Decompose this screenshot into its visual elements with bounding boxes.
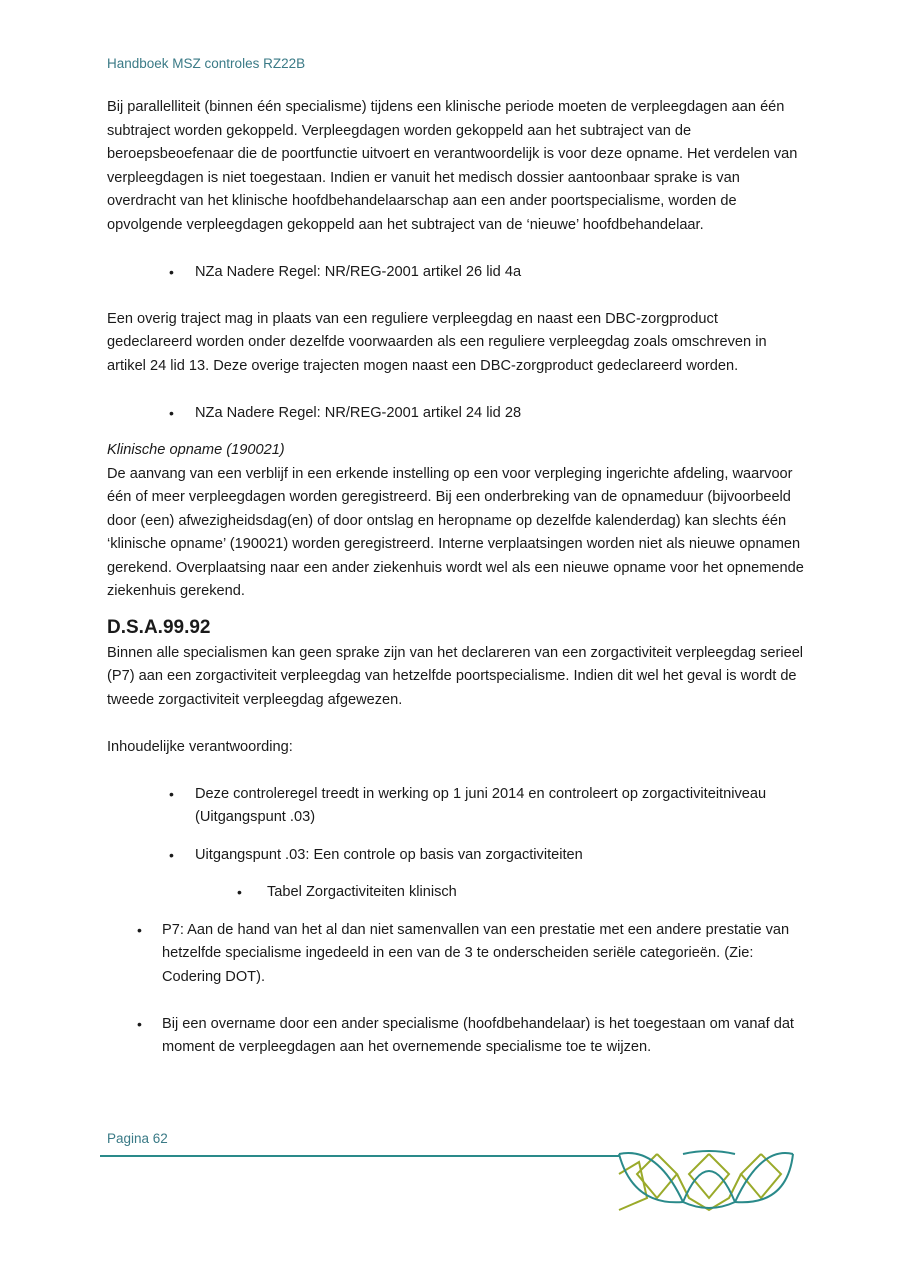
bullet-icon: • [169, 785, 174, 802]
page-number: Pagina 62 [107, 1131, 168, 1146]
bullet-icon: • [169, 404, 174, 421]
bullet-icon: • [237, 884, 242, 900]
list-item [107, 881, 807, 905]
paragraph-verantwoording: Inhoudelijke verantwoording: [107, 738, 293, 755]
list-item-text: P7: Aan de hand van het al dan niet samenvallen van een prestatie met een andere prestatie van hetzelfde specialisme ingedeeld in een van de 3 te onderscheiden seriële categorieën. (Zie: Codering DOT). [162, 921, 790, 985]
list-item-text: Deze controleregel treedt in werking op 1 juni 2014 en controleert op zorgactiviteitniveau (Uitgangspunt .03) [195, 785, 767, 825]
list-item-text: NZa Nadere Regel: NR/REG-2001 artikel 24 lid 28 [195, 404, 522, 421]
bullet-icon: • [137, 1015, 142, 1032]
list-item [107, 1013, 807, 1060]
list-item [107, 402, 807, 426]
paragraph-parallelliteit: Bij parallelliteit (binnen één specialisme) tijdens een klinische periode moeten de verpleegdagen aan één subtraject worden gekoppeld. Verpleegdagen worden gekoppeld aan het subtraject van de beroepsbeoefenaar die de poortfunctie uitvoert en verantwoordelijk is voor deze opname. Het verdelen van verpleegdagen is niet toegestaan. Indien er vanuit het medisch dossier aantoonbaar sprake is van overdracht van het klinische hoofdbehandelaarschap aan een ander poortspecialisme, worden de opvolgende verpleegdagen gekoppeld aan het subtraject van de ‘nieuwe’ hoofdbehandelaar. [107, 99, 798, 233]
paragraph-klinische-opname: De aanvang van een verblijf in een erkende instelling op een voor verpleging ingerichte afdeling, waarvoor één of meer verpleegdagen worden geregistreerd. Bij een onderbreking van de opnameduur (bijvoorbeeld door (een) afwezigheidsdag(en) of door ontslag en heropname op dezelfde kalenderdag) kan slechts één ‘klinische opname’ (190021) worden geregistreerd. Interne verplaatsingen worden niet als nieuwe opnamen gerekend. Overplaatsing naar een ander ziekenhuis wordt wel als een nieuwe opname voor het opnemende ziekenhuis gerekend. [107, 465, 804, 599]
page-content [107, 96, 807, 1060]
list-item [107, 919, 807, 990]
list-item-text: Uitgangspunt .03: Een controle op basis van zorgactiviteiten [195, 846, 583, 863]
list-item [107, 261, 807, 285]
subheading-klinische-opname: Klinische opname (190021) [107, 442, 285, 458]
bullet-icon: • [169, 846, 174, 863]
bullet-icon: • [169, 263, 174, 280]
paragraph-overig-traject: Een overig traject mag in plaats van een reguliere verpleegdag en naast een DBC-zorgproduct gedeclareerd worden onder dezelfde voorwaarden als een reguliere verpleegdag zoals omschreven in artikel 24 lid 13. Deze overige trajecten mogen naast een DBC-zorgproduct gedeclareerd worden. [107, 310, 767, 374]
list-item-text: NZa Nadere Regel: NR/REG-2001 artikel 26 lid 4a [195, 263, 522, 280]
list-item [107, 844, 807, 868]
paragraph-rule-description: Binnen alle specialismen kan geen sprake zijn van het declareren van een zorgactiviteit verpleegdag serieel (P7) aan een zorgactiviteit verpleegdag van hetzelfde poortspecialisme. Indien dit wel het geval is wordt de tweede zorgactiviteit verpleegdag afgewezen. [107, 644, 804, 708]
footer-rule [100, 1155, 620, 1157]
list-item-text: Tabel Zorgactiviteiten klinisch [267, 884, 457, 900]
list-item-text: Bij een overname door een ander specialisme (hoofdbehandelaar) is het toegestaan om vanaf dat moment de verpleegdagen aan het overnemende specialisme toe te wijzen. [162, 1015, 794, 1055]
list-item [107, 783, 807, 830]
bullet-icon: • [137, 921, 142, 938]
decorative-ornament-icon [617, 1150, 797, 1212]
section-heading: D.S.A.99.92 [107, 616, 211, 638]
running-header: Handboek MSZ controles RZ22B [107, 56, 306, 71]
